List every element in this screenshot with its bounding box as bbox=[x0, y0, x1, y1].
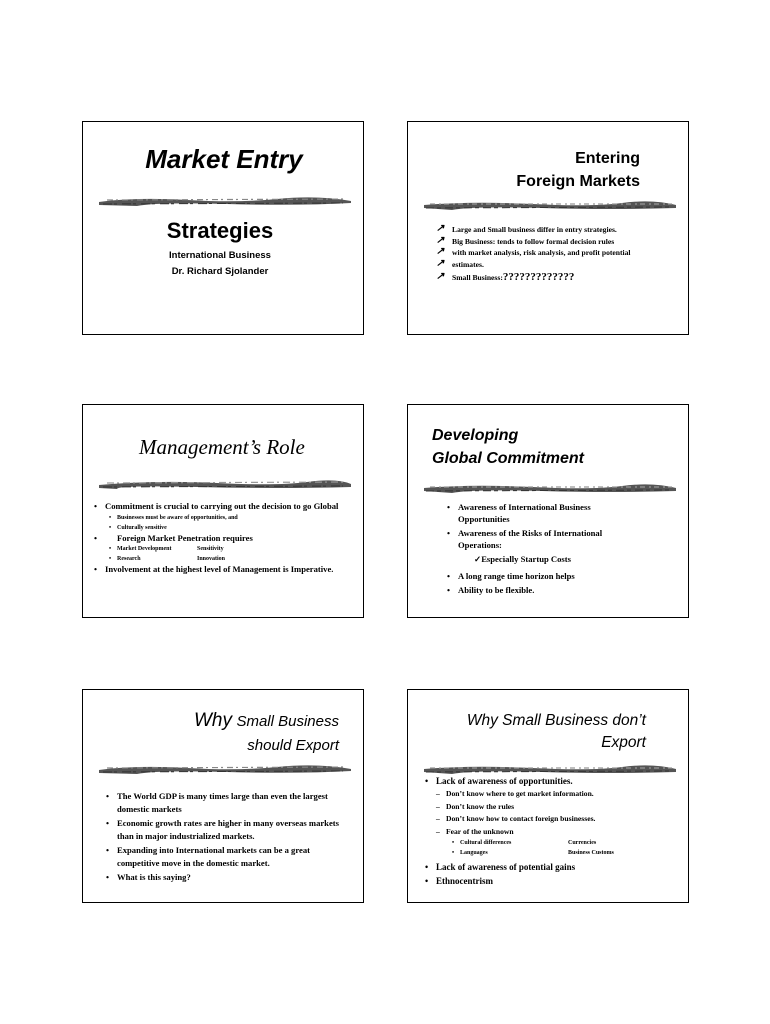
bullet-list bbox=[436, 224, 686, 284]
brush-divider bbox=[97, 762, 353, 776]
slide-market-entry bbox=[82, 121, 364, 335]
list-item bbox=[434, 848, 682, 858]
pair-right: Currencies bbox=[568, 840, 597, 846]
list-item: • Lack of awareness of potential gains bbox=[422, 860, 682, 874]
list-item: ↗ with market analysis, risk analysis, and profit potential bbox=[436, 247, 686, 259]
list-item bbox=[91, 533, 341, 545]
slide-title-line-1 bbox=[194, 710, 339, 732]
pair-left: Cultural differences bbox=[460, 840, 512, 846]
list-item: – Don’t know where to get market information. bbox=[422, 788, 682, 801]
pair-left: Market Development bbox=[117, 546, 172, 552]
slide-title-line-2: Export bbox=[601, 734, 646, 751]
question-marks: ????????????? bbox=[502, 271, 575, 283]
slide-title-line-1: Why Small Business don’t bbox=[466, 712, 646, 729]
slide-title-line-2: Foreign Markets bbox=[516, 173, 640, 190]
list-item: • A long range time horizon helps bbox=[444, 569, 664, 583]
list-item bbox=[91, 554, 341, 564]
pair-left: Research bbox=[117, 556, 141, 562]
list-item: – Don’t know the rules bbox=[422, 801, 682, 814]
list-item: ↗ estimates. bbox=[436, 259, 686, 271]
list-item: • Ethnocentrism bbox=[422, 874, 682, 888]
slide-developing-global-commitment bbox=[407, 404, 689, 618]
list-item: – Don’t know how to contact foreign businesses. bbox=[422, 813, 682, 826]
pair-right: Business Customs bbox=[568, 850, 614, 856]
slide-title-line-1: Entering bbox=[575, 150, 640, 167]
slide-why-small-business-export bbox=[82, 689, 364, 903]
list-item: • Commitment is crucial to carrying out the decision to go Global bbox=[91, 501, 341, 513]
slide-title-line-2: should Export bbox=[247, 737, 339, 754]
brush-divider bbox=[422, 481, 678, 495]
small-business-label: Small Business: bbox=[452, 273, 503, 282]
list-item: • Ability to be flexible. bbox=[444, 583, 664, 597]
slide-subtitle: Strategies bbox=[166, 218, 274, 243]
course-name: International Business bbox=[169, 250, 271, 261]
list-item: • Economic growth rates are higher in many overseas markets than in major industrialized markets. bbox=[103, 817, 341, 842]
title-why: Why bbox=[194, 710, 232, 731]
list-item: – Fear of the unknown bbox=[422, 826, 682, 839]
pair-left: Languages bbox=[460, 850, 488, 856]
brush-divider bbox=[422, 198, 678, 212]
list-item bbox=[91, 544, 341, 554]
slide-title-line-1: Developing bbox=[432, 427, 519, 444]
slide-title: Market Entry bbox=[145, 144, 303, 174]
list-item: ↗ Large and Small business differ in entry strategies. bbox=[436, 224, 686, 236]
list-item bbox=[434, 838, 682, 848]
author-name: Dr. Richard Sjolander bbox=[171, 266, 269, 277]
bullet-list bbox=[103, 790, 341, 884]
list-item: • Awareness of the Risks of International Operations: bbox=[444, 527, 644, 551]
checkmark-icon: ✓ bbox=[474, 554, 482, 564]
list-item: • Awareness of International Business Opportunities bbox=[444, 501, 644, 525]
title-rest: Small Business bbox=[236, 713, 339, 730]
list-item: • Businesses must be aware of opportunities, and bbox=[91, 513, 341, 523]
brush-divider bbox=[97, 477, 353, 491]
check-item bbox=[474, 554, 571, 565]
list-item: • What is this saying? bbox=[103, 871, 341, 884]
list-item: • Involvement at the highest level of Management is Imperative. bbox=[91, 564, 341, 576]
pair-right: Innovation bbox=[197, 556, 226, 562]
list-item: • Expanding into International markets can be a great competitive move in the domestic market. bbox=[103, 844, 341, 869]
check-text: Especially Startup Costs bbox=[481, 554, 571, 564]
bullet-list-2 bbox=[444, 569, 664, 597]
slide-managements-role bbox=[82, 404, 364, 618]
list-item: • Lack of awareness of opportunities. bbox=[422, 775, 682, 788]
slide-title: Management’s Role bbox=[139, 435, 305, 459]
list-item: • Culturally sensitive bbox=[91, 523, 341, 533]
slide-title-line-2: Global Commitment bbox=[432, 450, 585, 467]
list-item bbox=[436, 272, 686, 284]
brush-divider bbox=[97, 194, 353, 208]
list-item: ↗ Big Business: tends to follow formal decision rules bbox=[436, 236, 686, 248]
slide-entering-foreign-markets bbox=[407, 121, 689, 335]
list-item: • The World GDP is many times large than even the largest domestic markets bbox=[103, 790, 341, 815]
content bbox=[422, 775, 682, 888]
brush-divider bbox=[422, 762, 678, 776]
content bbox=[91, 501, 341, 576]
slide-why-small-business-dont-export bbox=[407, 689, 689, 903]
pair-right: Sensitivity bbox=[197, 546, 224, 552]
list-item-text: Foreign Market Penetration requires bbox=[117, 532, 253, 543]
bullet-list bbox=[444, 501, 644, 551]
